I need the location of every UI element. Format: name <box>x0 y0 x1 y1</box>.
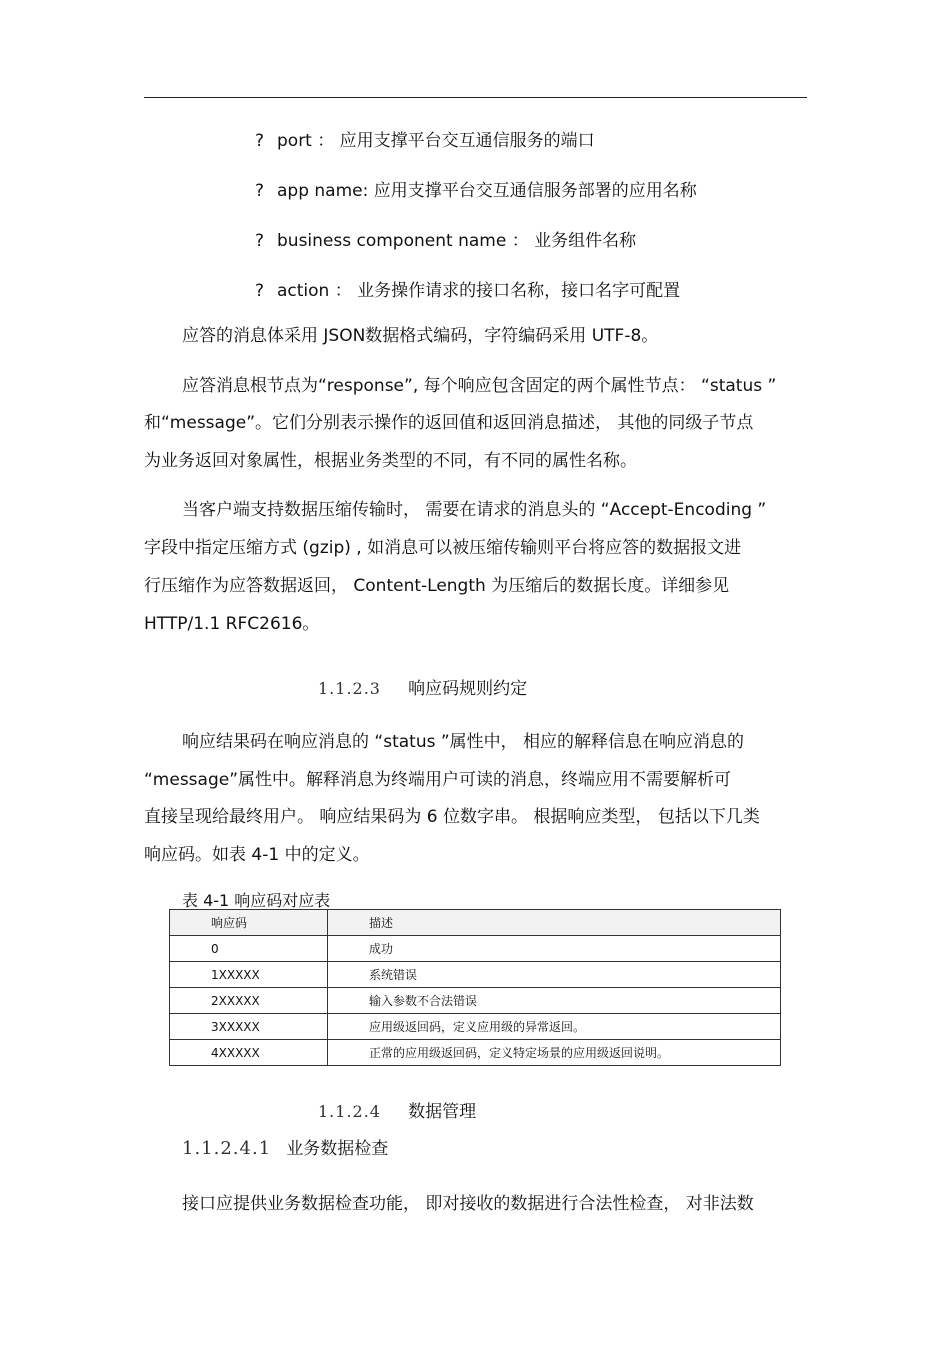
heading-number: 1.1.2.3 <box>318 679 381 698</box>
paragraph-encoding: 应答的消息体采用 JSON数据格式编码，字符编码采用 UTF-8。 <box>182 326 659 346</box>
paragraph-root-line3: 为业务返回对象属性，根据业务类型的不同，有不同的属性名称。 <box>144 451 637 471</box>
section-heading-response-codes <box>318 674 527 699</box>
column-header-description: 描述 <box>328 910 781 936</box>
code-cell: 0 <box>170 936 328 962</box>
code-cell: 2XXXXX <box>170 988 328 1014</box>
heading-text: 响应码规则约定 <box>408 679 528 699</box>
bullet-mark: ? <box>255 281 265 301</box>
description-cell: 系统错误 <box>328 962 781 988</box>
table-caption: 表 4-1 响应码对应表 <box>182 891 331 910</box>
column-header-code: 响应码 <box>170 910 328 936</box>
header-rule <box>144 97 807 98</box>
paragraph-data-check: 接口应提供业务数据检查功能， 即对接收的数据进行合法性检查， 对非法数 <box>182 1194 754 1214</box>
paragraph-compress-line3: 行压缩作为应答数据返回， Content-Length 为压缩后的数据长度。详细参见 <box>144 576 730 596</box>
table-header-row <box>170 910 781 936</box>
section-heading-data-check <box>182 1134 388 1159</box>
paragraph-compress-line2: 字段中指定压缩方式 (gzip) , 如消息可以被压缩传输则平台将应答的数据报文进 <box>144 538 742 558</box>
bullet-text: business component name ： 业务组件名称 <box>277 231 637 251</box>
response-code-table <box>169 909 781 1066</box>
code-cell: 3XXXXX <box>170 1014 328 1040</box>
bullet-mark: ? <box>255 131 265 151</box>
paragraph-codes-line4: 响应码。如表 4-1 中的定义。 <box>144 845 370 865</box>
bullet-business-component <box>255 226 636 251</box>
heading-text: 数据管理 <box>408 1102 477 1122</box>
code-cell: 1XXXXX <box>170 962 328 988</box>
bullet-mark: ? <box>255 181 265 201</box>
paragraph-compress-line1: 当客户端支持数据压缩传输时， 需要在请求的消息头的 “Accept-Encoding ” <box>182 500 767 520</box>
bullet-port <box>255 126 595 151</box>
paragraph-codes-line3: 直接呈现给最终用户。 响应结果码为 6 位数字串。 根据响应类型， 包括以下几类 <box>144 807 760 827</box>
table-row <box>170 936 781 962</box>
bullet-mark: ? <box>255 231 265 251</box>
paragraph-codes-line1: 响应结果码在响应消息的 “status ”属性中， 相应的解释信息在响应消息的 <box>182 732 745 752</box>
description-cell: 正常的应用级返回码，定义特定场景的应用级返回说明。 <box>328 1040 781 1066</box>
description-cell: 应用级返回码，定义应用级的异常返回。 <box>328 1014 781 1040</box>
bullet-app-name <box>255 176 697 201</box>
bullet-text: app name: 应用支撑平台交互通信服务部署的应用名称 <box>277 181 697 201</box>
table-row <box>170 1014 781 1040</box>
paragraph-compress-line4: HTTP/1.1 RFC2616。 <box>144 614 320 634</box>
paragraph-root-line1: 应答消息根节点为“response”, 每个响应包含固定的两个属性节点： “status ” <box>182 376 777 396</box>
heading-number: 1.1.2.4 <box>318 1102 381 1121</box>
table-row <box>170 1040 781 1066</box>
description-cell: 输入参数不合法错误 <box>328 988 781 1014</box>
code-cell: 4XXXXX <box>170 1040 328 1066</box>
bullet-text: port ： 应用支撑平台交互通信服务的端口 <box>277 131 595 151</box>
bullet-text: action ： 业务操作请求的接口名称，接口名字可配置 <box>277 281 681 301</box>
heading-text: 业务数据检查 <box>286 1139 389 1159</box>
section-heading-data-management <box>318 1097 476 1122</box>
table-row <box>170 962 781 988</box>
paragraph-codes-line2: “message”属性中。解释消息为终端用户可读的消息，终端应用不需要解析可 <box>144 770 732 790</box>
paragraph-root-line2: 和“message”。它们分别表示操作的返回值和返回消息描述， 其他的同级子节点 <box>144 413 754 433</box>
description-cell: 成功 <box>328 936 781 962</box>
bullet-action <box>255 276 680 301</box>
heading-number: 1.1.2.4.1 <box>182 1138 272 1159</box>
table-row <box>170 988 781 1014</box>
